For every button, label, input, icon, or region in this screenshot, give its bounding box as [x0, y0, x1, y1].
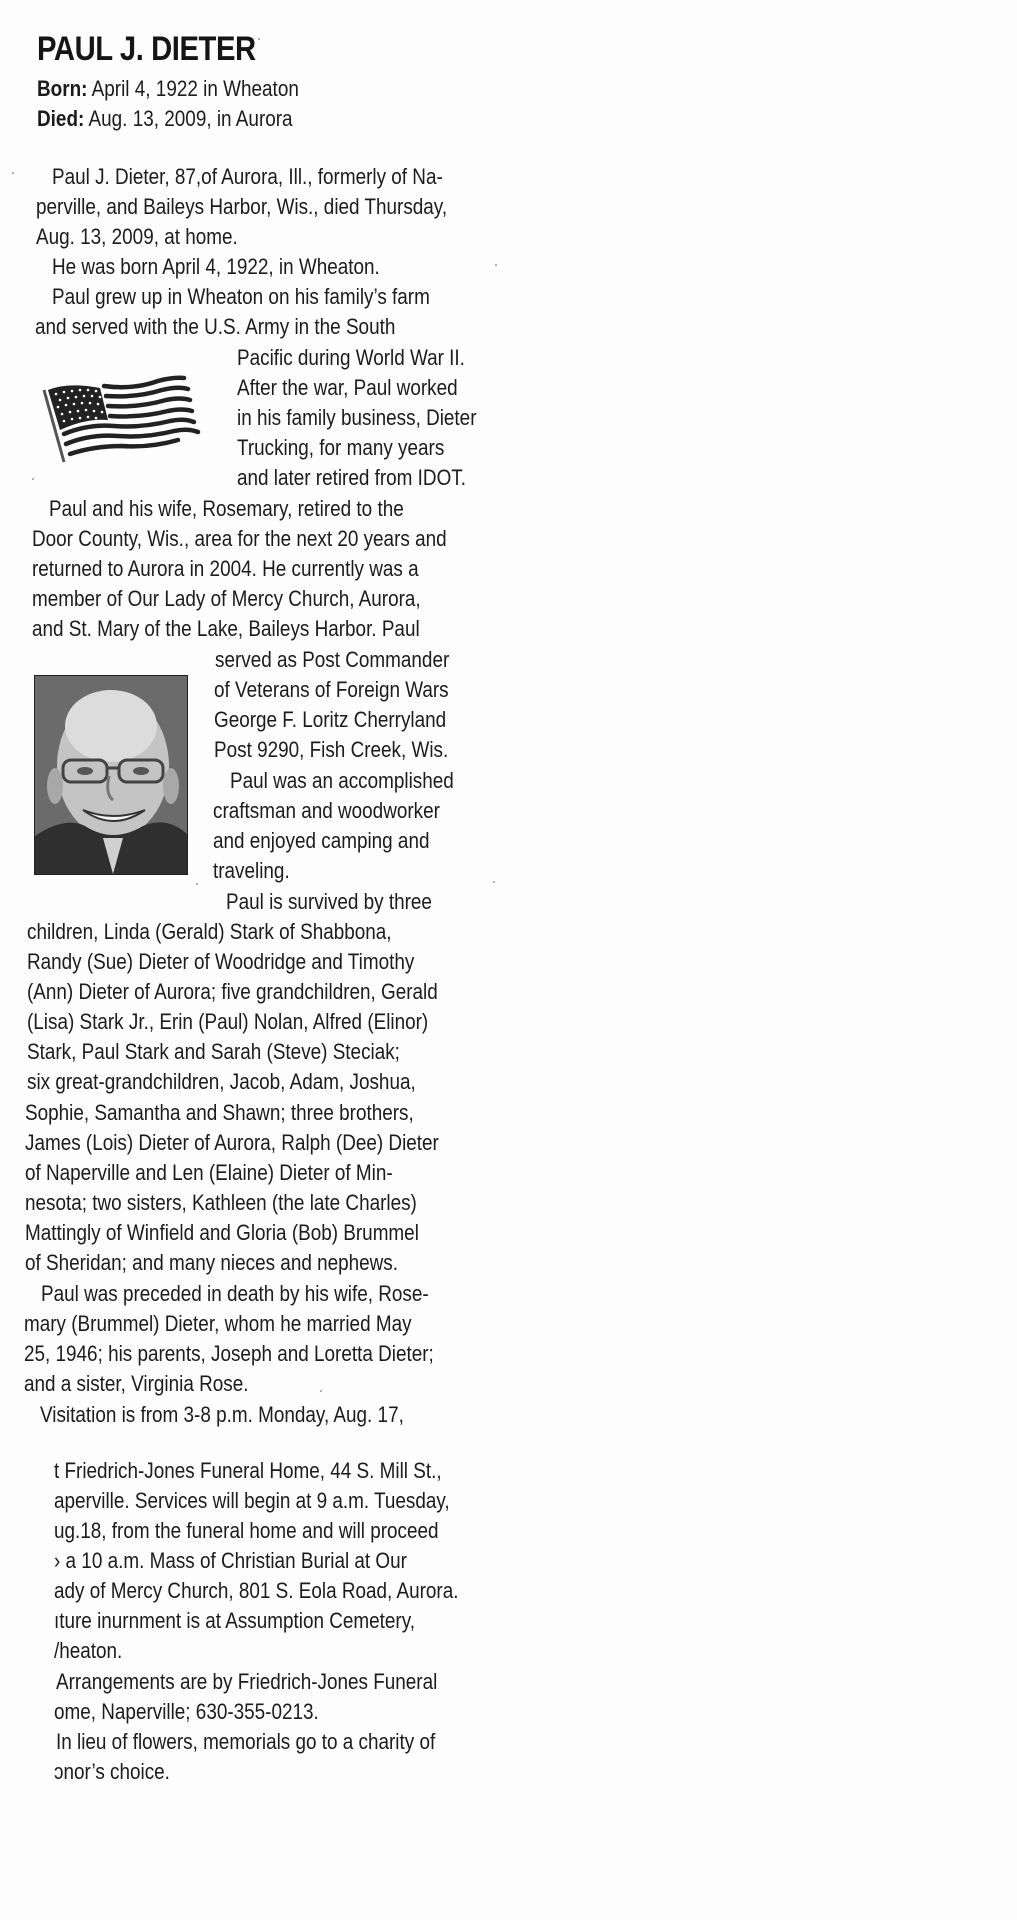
body-line: served as Post Commander	[215, 647, 450, 672]
born-line	[37, 76, 299, 102]
body-line: six great-grandchildren, Jacob, Adam, Joshua,	[27, 1069, 416, 1094]
body-line: Sophie, Samantha and Shawn; three brothers,	[25, 1100, 414, 1125]
body-line: of Naperville and Len (Elaine) Dieter of Min-	[25, 1160, 393, 1185]
body-line: ɔnor’s choice.	[54, 1759, 170, 1784]
body-line: Paul and his wife, Rosemary, retired to the	[49, 496, 404, 521]
body-line: of Veterans of Foreign Wars	[214, 677, 449, 702]
body-line: ug.18, from the funeral home and will proceed	[54, 1518, 439, 1543]
body-line: and served with the U.S. Army in the South	[35, 314, 396, 339]
scan-speck	[32, 478, 34, 480]
scan-speck	[258, 38, 260, 40]
body-line: of Sheridan; and many nieces and nephews.	[25, 1250, 398, 1275]
body-line: and later retired from IDOT.	[237, 465, 466, 490]
born-label: Born:	[37, 76, 88, 101]
body-line: nesota; two sisters, Kathleen (the late Charles)	[25, 1190, 417, 1215]
body-line: Paul was preceded in death by his wife, Rose-	[41, 1281, 429, 1306]
body-line: Post 9290, Fish Creek, Wis.	[214, 737, 449, 762]
body-line: children, Linda (Gerald) Stark of Shabbona,	[27, 919, 392, 944]
died-line	[37, 106, 293, 132]
body-line: 25, 1946; his parents, Joseph and Loretta Dieter;	[24, 1341, 434, 1366]
body-line: mary (Brummel) Dieter, whom he married May	[24, 1311, 412, 1336]
body-line: › a 10 a.m. Mass of Christian Burial at Our	[54, 1548, 407, 1573]
body-line: /heaton.	[54, 1638, 123, 1663]
body-line: George F. Loritz Cherryland	[214, 707, 447, 732]
body-line: In lieu of flowers, memorials go to a charity of	[56, 1729, 436, 1754]
body-line: ıture inurnment is at Assumption Cemetery,	[54, 1608, 416, 1633]
body-line: James (Lois) Dieter of Aurora, Ralph (Dee) Dieter	[25, 1130, 439, 1155]
died-value: Aug. 13, 2009, in Aurora	[88, 106, 293, 131]
body-line: craftsman and woodworker	[213, 798, 440, 823]
body-line: traveling.	[213, 858, 290, 883]
died-label: Died:	[37, 106, 85, 131]
body-line: Aug. 13, 2009, at home.	[36, 224, 238, 249]
body-line: perville, and Baileys Harbor, Wis., died Thursday,	[36, 194, 448, 219]
obituary-name: PAUL J. DIETER	[37, 30, 256, 68]
scan-speck	[196, 883, 198, 885]
body-line: (Ann) Dieter of Aurora; five grandchildren, Gerald	[27, 979, 438, 1004]
born-value: April 4, 1922 in Wheaton	[91, 76, 299, 101]
body-line: t Friedrich-Jones Funeral Home, 44 S. Mill St.,	[54, 1458, 442, 1483]
flag-icon	[38, 368, 213, 468]
body-line: Arrangements are by Friedrich-Jones Funeral	[56, 1669, 438, 1694]
body-line: After the war, Paul worked	[237, 375, 458, 400]
body-line: Paul J. Dieter, 87,of Aurora, Ill., formerly of Na-	[52, 164, 443, 189]
body-line: Door County, Wis., area for the next 20 years and	[32, 526, 447, 551]
body-line: ady of Mercy Church, 801 S. Eola Road, Aurora.	[54, 1578, 459, 1603]
body-line: ome, Naperville; 630-355-0213.	[54, 1699, 319, 1724]
portrait-photo	[34, 675, 188, 875]
body-line: Paul grew up in Wheaton on his family’s farm	[52, 284, 430, 309]
body-line: and St. Mary of the Lake, Baileys Harbor. Paul	[32, 616, 420, 641]
scan-speck	[493, 881, 495, 883]
body-line: member of Our Lady of Mercy Church, Aurora,	[32, 586, 421, 611]
scan-speck	[12, 172, 14, 174]
body-line: aperville. Services will begin at 9 a.m. Tuesday,	[54, 1488, 450, 1513]
body-line: Trucking, for many years	[237, 435, 445, 460]
body-line: (Lisa) Stark Jr., Erin (Paul) Nolan, Alfred (Elinor)	[27, 1009, 429, 1034]
body-line: and enjoyed camping and	[213, 828, 430, 853]
body-line: returned to Aurora in 2004. He currently was a	[32, 556, 419, 581]
body-line: Randy (Sue) Dieter of Woodridge and Timothy	[27, 949, 415, 974]
body-line: Visitation is from 3-8 p.m. Monday, Aug. 17,	[40, 1402, 404, 1427]
body-line: Paul was an accomplished	[230, 768, 454, 793]
body-line: and a sister, Virginia Rose.	[24, 1371, 249, 1396]
body-line: in his family business, Dieter	[237, 405, 477, 430]
body-line: Pacific during World War II.	[237, 345, 465, 370]
scan-speck	[320, 1390, 322, 1392]
body-line: Stark, Paul Stark and Sarah (Steve) Steciak;	[27, 1039, 400, 1064]
body-line: He was born April 4, 1922, in Wheaton.	[52, 254, 380, 279]
body-line: Mattingly of Winfield and Gloria (Bob) Brummel	[25, 1220, 419, 1245]
scan-speck	[495, 264, 497, 266]
body-line: Paul is survived by three	[226, 889, 432, 914]
